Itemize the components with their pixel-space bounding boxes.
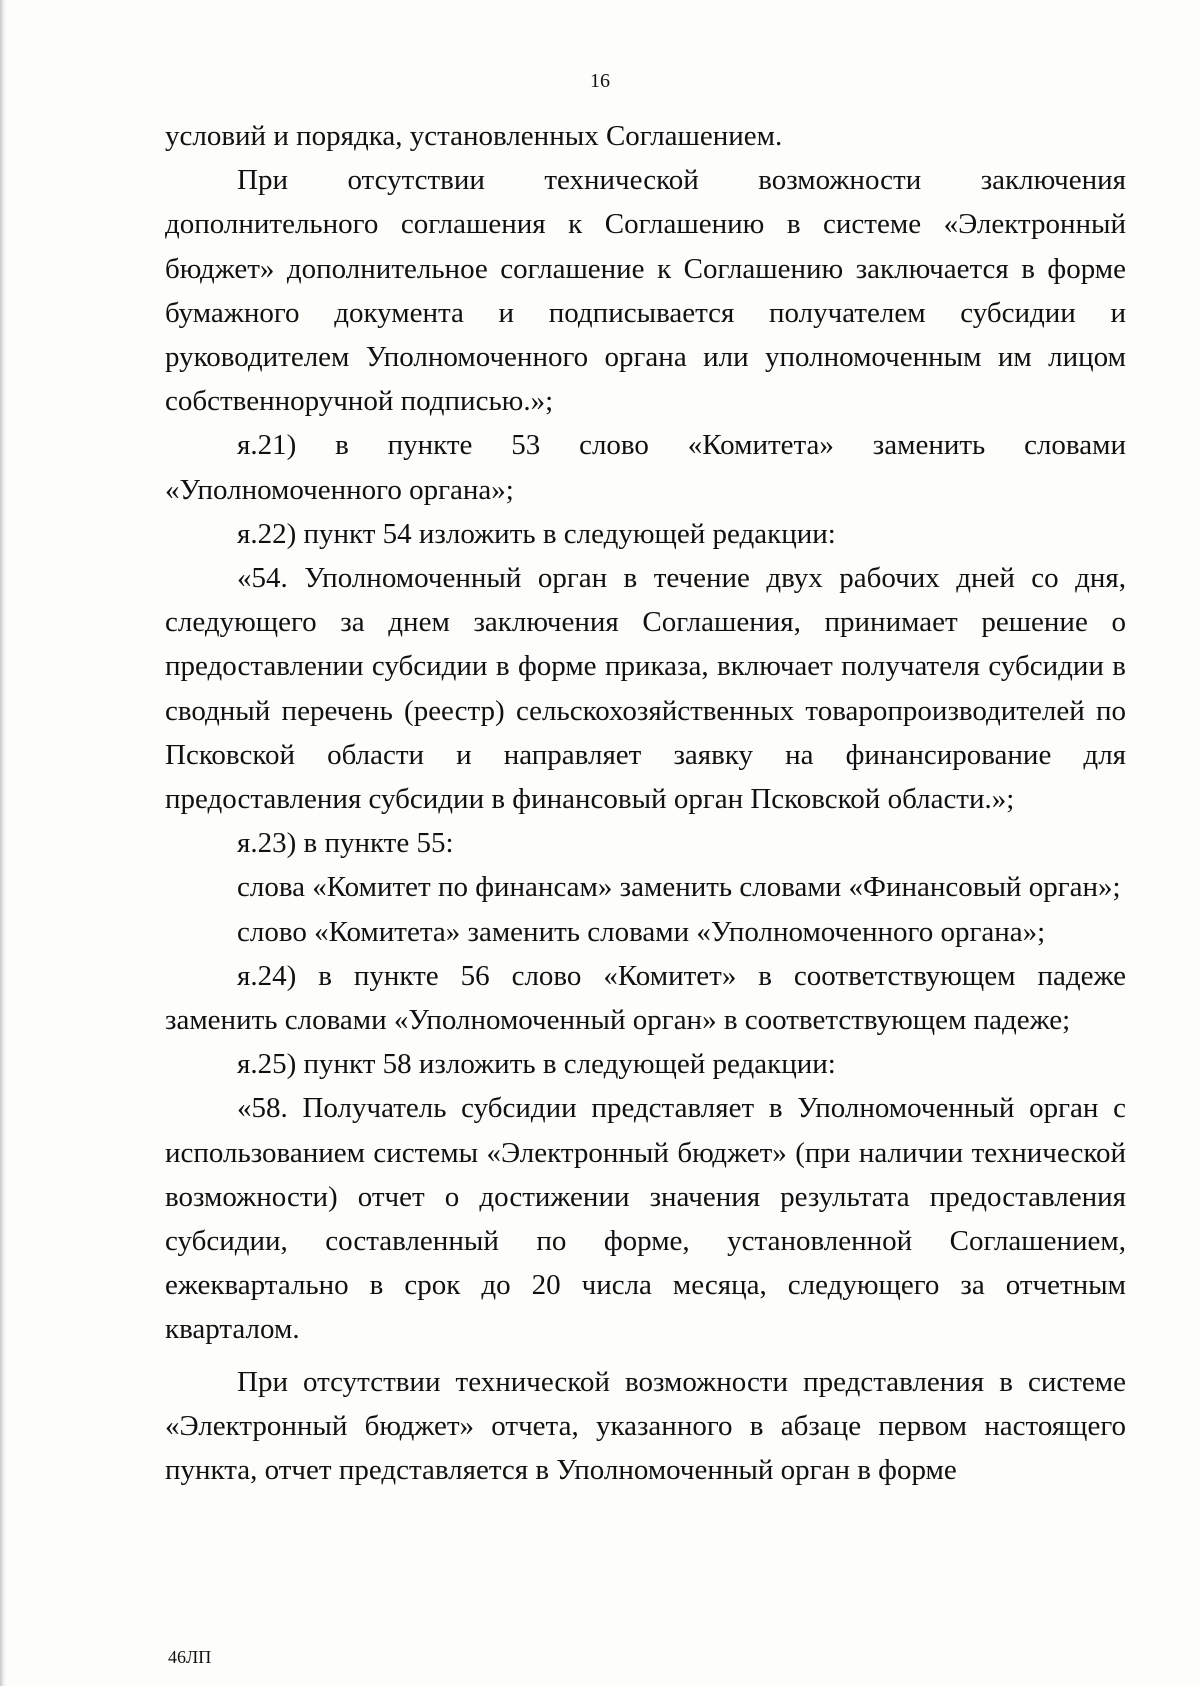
paragraph: слова «Комитет по финансам» заменить словами «Финансовый орган»; [237,871,1121,904]
document-body [165,114,1126,1492]
paragraph: я.22) пункт 54 изложить в следующей редакции: [237,517,836,550]
paragraph: «54. Уполномоченный орган в течение двух рабочих дней со дня, следующего за днем заключения Соглашения, принимает решение о предоставлении субсидии в форме приказа, включает получателя субсидии в сводный перечень (реестр) сельскохозяйственных товаропроизводителей по Псковской области и направляет заявку на финансирование для предоставления субсидии в финансовый орган Псковской области.»; [165,562,1126,816]
document-code: 46ЛП [168,1647,212,1667]
paragraph: При отсутствии технической возможности заключения дополнительного соглашения к Соглашению в системе «Электронный бюджет» дополнительное соглашение к Соглашению заключается в форме бумажного документа и подписывается получателем субсидии и руководителем Уполномоченного органа или уполномоченным им лицом собственноручной подписью.»; [165,164,1126,418]
paragraph: При отсутствии технической возможности представления в системе «Электронный бюджет» отчета, указанного в абзаце первом настоящего пункта, отчет представляется в Уполномоченный орган в форме [165,1365,1126,1487]
paragraph: я.24) в пункте 56 слово «Комитет» в соответствующем падеже заменить словами «Уполномоченный орган» в соответствующем падеже; [165,959,1126,1037]
paragraph: «58. Получатель субсидии представляет в Уполномоченный орган с использованием системы «Электронный бюджет» (при наличии технической возможности) отчет о достижении значения результата предоставления субсидии, составленный по форме, установленной Соглашением, ежеквартально в срок до 20 числа месяца, следующего за отчетным кварталом. [165,1092,1126,1346]
paragraph: я.23) в пункте 55: [237,827,454,860]
paragraph: я.21) в пункте 53 слово «Комитета» заменить словами «Уполномоченного органа»; [165,429,1126,506]
paragraph: слово «Комитета» заменить словами «Уполномоченного органа»; [237,915,1046,948]
scan-edge-shadow [0,0,6,1686]
paragraph: я.25) пункт 58 изложить в следующей редакции: [237,1048,836,1081]
paragraph: условий и порядка, установленных Соглашением. [165,120,783,152]
page-number: 16 [590,70,610,92]
